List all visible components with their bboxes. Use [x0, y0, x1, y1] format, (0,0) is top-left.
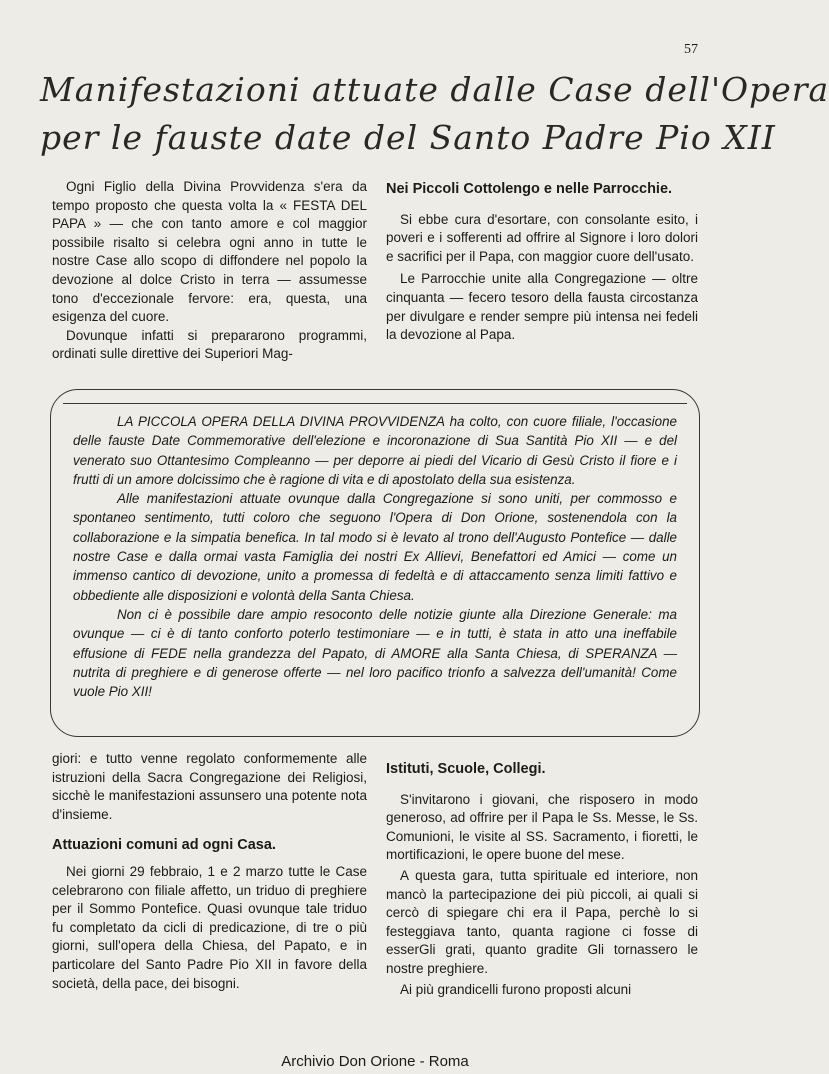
paragraph: A questa gara, tutta spirituale ed interiore, non mancò la partecipazione dei più piccoli, ai quali si cercò di spiegare chi era il Papa, perchè lo si festeggiava tanto, quanta ragione ci fosse di esserGli grati, quanto gradite Gli tornassero le nostre preghiere.	[386, 867, 698, 976]
paragraph: Dovunque infatti si prepararono programmi, ordinati sulle direttive dei Superiori Mag-	[52, 327, 367, 362]
page-number: 57	[684, 42, 698, 57]
box-divider	[63, 403, 687, 404]
left-column-bottom	[52, 750, 367, 993]
section-heading: Istituti, Scuole, Collegi.	[386, 761, 546, 777]
section-heading: Attuazioni comuni ad ogni Casa.	[52, 837, 276, 854]
paragraph: Non ci è possibile dare ampio resoconto delle notizie giunte alla Direzione Generale: ma ovunque — ci è di tanto conforto poterlo testimoniare — e in tutti, è stata in atto una ineffabile effusione di FEDE nella grandezza del Papato, di AMORE alla Santa Chiesa, di SPERANZA — nutrita di preghiere e di generose offerte — nel loro pacifico trionfo a salvezza dell'umanità! Come vuole Pio XII!	[73, 606, 677, 700]
boxed-statement-text	[73, 412, 677, 701]
right-column-bottom	[386, 760, 698, 999]
right-column-top	[386, 180, 698, 345]
paragraph: Ogni Figlio della Divina Provvidenza s'era da tempo proposto che questa volta la « FESTA DEL PAPA » — che con tanto amore e col maggior possibile risalto si celebra ogni anno in tutte le nostre Case allo scopo di diffondere nel popolo la devozione al dolce Cristo in terra — assumesse tono d'eccezionale fervore: era, questa, una esigenza del cuore.	[52, 179, 367, 325]
archive-footer: Archivio Don Orione - Roma	[281, 1053, 469, 1070]
paragraph: Alle manifestazioni attuate ovunque dalla Congregazione si sono uniti, per commosso e spontaneo sentimento, tutti coloro che seguono l'Opera di Don Orione, sostenendola con la collaborazione e la simpatia benefica. In tal modo si è levato al trono dell'Augusto Pontefice — dalle nostre Case e dalla ormai vasta Famiglia dei nostri Ex Allievi, Benefattori ed Amici — come un immenso cantico di devozione, unito a promessa di fedeltà e di attaccamento senza limiti fattivo e obbediente alle disposizioni e volontà della Santa Chiesa.	[73, 491, 677, 603]
paragraph: Le Parrocchie unite alla Congregazione — oltre cinquanta — fecero tesoro della fausta circostanza per divulgare e render sempre più intensa nei fedeli la devozione al Papa.	[386, 271, 698, 343]
article-title-line-1: Manifestazioni attuate dalle Case dell'Opera	[40, 70, 829, 109]
paragraph: Ai più grandicelli furono proposti alcuni	[400, 981, 632, 997]
paragraph: S'invitarono i giovani, che risposero in modo generoso, ad offrire per il Papa le Ss. Messe, le Ss. Comunioni, le visite al SS. Sacramento, i fioretti, le mortificazioni, le opere buone del mese.	[386, 791, 698, 863]
paragraph: giori: e tutto venne regolato conformemente alle istruzioni della Sacra Congregazione dei Religiosi, sicchè le manifestazioni assunsero una potente nota d'insieme.	[52, 751, 367, 822]
boxed-statement	[50, 389, 700, 737]
article-title-line-2: per le fauste date del Santo Padre Pio XII	[40, 118, 776, 157]
left-column-top	[52, 178, 367, 364]
paragraph: LA PICCOLA OPERA DELLA DIVINA PROVVIDENZA ha colto, con cuore filiale, l'occasione delle fauste Date Commemorative dell'elezione e incoronazione di Sua Santità Pio XII — e del venerato suo Ottantesimo Compleanno — per deporre ai piedi del Vicario di Gesù Cristo il fiore e i frutti di un amore dolcissimo che è ragione di vita e di apostolato della sua esistenza.	[73, 414, 677, 487]
section-heading: Nei Piccoli Cottolengo e nelle Parrocchie.	[386, 181, 673, 197]
paragraph: Si ebbe cura d'esortare, con consolante esito, i poveri e i sofferenti ad offrire al Signore i loro dolori e sacrifici per il Papa, con maggior cuore dell'usato.	[386, 211, 698, 264]
paragraph: Nei giorni 29 febbraio, 1 e 2 marzo tutte le Case celebrarono con filiale affetto, un triduo di preghiere per il Sommo Pontefice. Quasi ovunque tale triduo fu completato da cicli di predicazione, di tre o più giorni, sull'opera della Chiesa, del Papato, e in particolare del Santo Padre Pio XII in favore della società, della pace, dei bisogni.	[52, 863, 367, 991]
